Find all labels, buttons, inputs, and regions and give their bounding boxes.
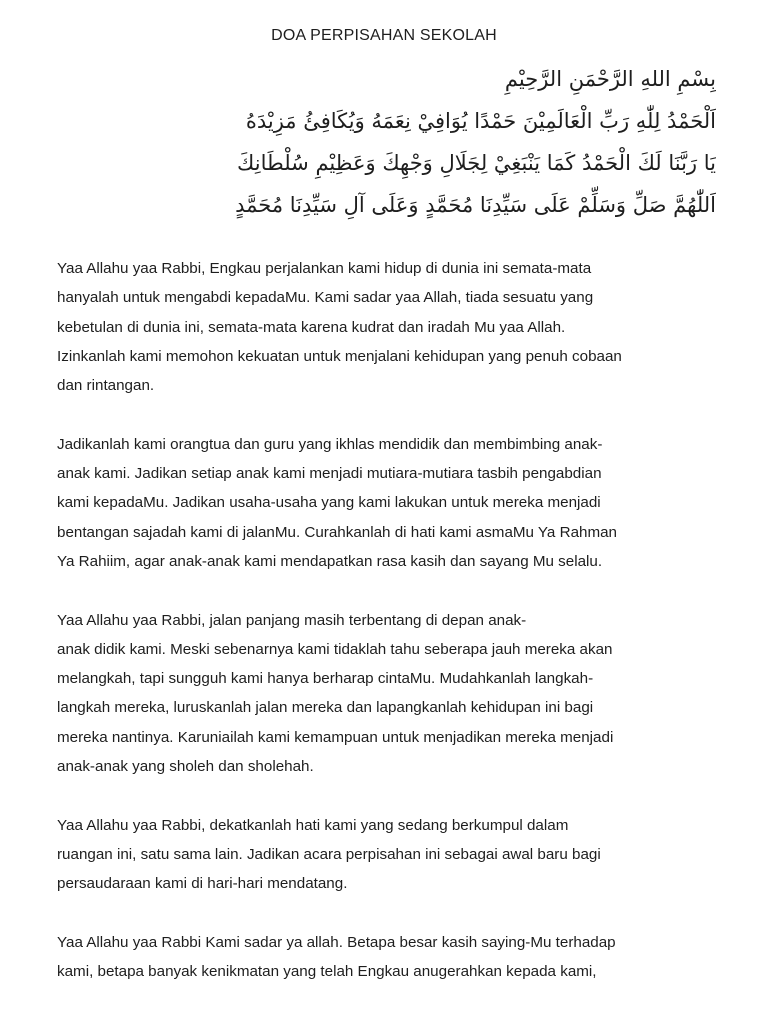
- paragraph-line: Yaa Allahu yaa Rabbi, jalan panjang masih terbentang di depan anak-: [57, 611, 527, 629]
- paragraph-line: kami, betapa banyak kenikmatan yang telah Engkau anugerahkan kepada kami,: [57, 963, 597, 981]
- paragraph-line: Yaa Allahu yaa Rabbi Kami sadar ya allah. Betapa besar kasih saying-Mu terhadap: [57, 933, 616, 951]
- paragraph-1: [57, 254, 717, 400]
- paragraph-2: [57, 430, 717, 576]
- paragraph-4: [57, 811, 717, 899]
- paragraph-line: anak-anak yang sholeh dan sholehah.: [57, 758, 314, 776]
- document-title: DOA PERPISAHAN SEKOLAH: [271, 27, 497, 44]
- arabic-line-salawat: اَللّٰهُمَّ صَلِّ وَسَلِّمْ عَلَى سَيِّدِنَا مُحَمَّدٍ وَعَلَى آلِ سَيِّدِنَا مُحَمَّدٍ: [235, 193, 716, 217]
- paragraph-line: Ya Rahiim, agar anak-anak kami mendapatkan rasa kasih dan sayang Mu selalu.: [57, 552, 603, 570]
- paragraph-line: Izinkanlah kami memohon kekuatan untuk menjalani kehidupan yang penuh cobaan: [57, 347, 622, 365]
- paragraph-line: kami kepadaMu. Jadikan usaha-usaha yang kami lakukan untuk mereka menjadi: [57, 494, 601, 512]
- paragraph-line: Yaa Allahu yaa Rabbi, Engkau perjalankan kami hidup di dunia ini semata-mata: [57, 260, 592, 277]
- arabic-line-praise: يَا رَبَّنَا لَكَ الْحَمْدُ كَمَا يَنْبَغِيْ لِجَلَالِ وَجْهِكَ وَعَظِيْمِ سُلْطَانِكَ: [237, 151, 716, 175]
- paragraph-line: anak didik kami. Meski sebenarnya kami tidaklah tahu seberapa jauh mereka akan: [57, 640, 613, 658]
- paragraph-line: dan rintangan.: [57, 377, 155, 395]
- paragraph-line: mereka nantinya. Karuniailah kami kemampuan untuk menjadikan mereka menjadi: [57, 728, 614, 746]
- paragraph-3: [57, 606, 717, 782]
- arabic-prayer-opening: [196, 58, 716, 226]
- paragraph-line: melangkah, tapi sungguh kami hanya berharap cintaMu. Mudahkanlah langkah-: [57, 670, 594, 688]
- paragraph-line: bentangan sajadah kami di jalanMu. Curahkanlah di hati kami asmaMu Ya Rahman: [57, 523, 618, 541]
- paragraph-line: kebetulan di dunia ini, semata-mata karena kudrat dan iradah Mu yaa Allah.: [57, 318, 566, 336]
- paragraph-line: ruangan ini, satu sama lain. Jadikan acara perpisahan ini sebagai awal baru bagi: [57, 845, 601, 863]
- paragraph-5: [57, 928, 717, 987]
- prayer-body: [57, 254, 717, 1016]
- paragraph-line: langkah mereka, luruskanlah jalan mereka dan lapangkanlah kehidupan ini bagi: [57, 699, 594, 717]
- arabic-line-hamdalah: اَلْحَمْدُ لِلّٰهِ رَبِّ الْعَالَمِيْنَ حَمْدًا يُوَافِيْ نِعَمَهُ وَيُكَافِئُ مَزِيْدَهُ: [245, 109, 716, 133]
- arabic-line-basmalah: بِسْمِ اللهِ الرَّحْمَنِ الرَّحِيْمِ: [504, 67, 716, 91]
- paragraph-line: Yaa Allahu yaa Rabbi, dekatkanlah hati kami yang sedang berkumpul dalam: [57, 816, 569, 834]
- paragraph-line: anak kami. Jadikan setiap anak kami menjadi mutiara-mutiara tasbih pengabdian: [57, 465, 602, 483]
- paragraph-line: hanyalah untuk mengabdi kepadaMu. Kami sadar yaa Allah, tiada sesuatu yang: [57, 289, 594, 307]
- paragraph-line: Jadikanlah kami orangtua dan guru yang ikhlas mendidik dan membimbing anak-: [57, 435, 603, 453]
- paragraph-line: persaudaraan kami di hari-hari mendatang.: [57, 875, 348, 893]
